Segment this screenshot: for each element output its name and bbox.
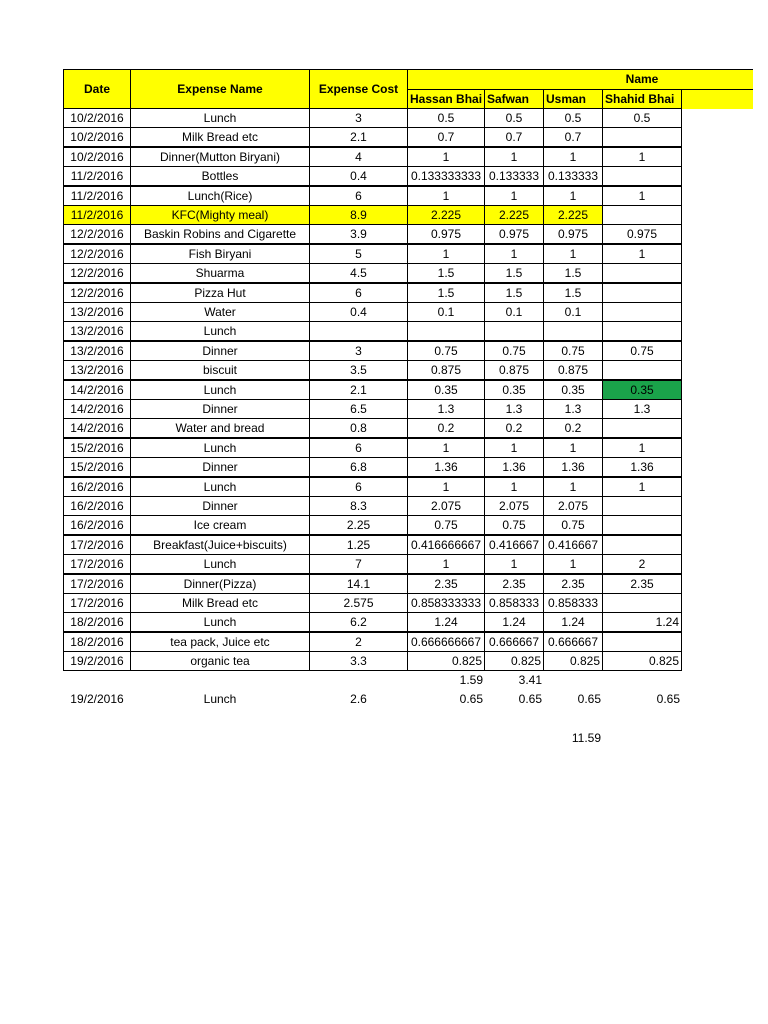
cell-shahid[interactable]: [602, 283, 682, 303]
subtotal-hassan[interactable]: 1.59: [459, 673, 483, 687]
cell-shahid[interactable]: [602, 127, 682, 147]
cell-expense-cost[interactable]: 7: [309, 554, 408, 574]
cell-expense-name[interactable]: Fish Biryani: [130, 244, 310, 264]
cell-safwan[interactable]: 1: [484, 554, 544, 574]
cell-expense-name[interactable]: Lunch: [130, 321, 310, 341]
cell-hassan[interactable]: 0.75: [407, 515, 485, 535]
cell-date[interactable]: 17/2/2016: [63, 593, 131, 613]
cell-expense-cost[interactable]: 3.5: [309, 360, 408, 380]
cell-hassan[interactable]: 2.075: [407, 496, 485, 516]
extra-hassan[interactable]: 0.65: [459, 692, 483, 706]
extra-expense-cost[interactable]: 2.6: [350, 692, 367, 706]
cell-expense-cost[interactable]: [309, 321, 408, 341]
cell-safwan[interactable]: 0.1: [484, 302, 544, 322]
cell-date[interactable]: 17/2/2016: [63, 574, 131, 594]
cell-usman[interactable]: 2.225: [543, 205, 603, 225]
cell-expense-cost[interactable]: 6: [309, 186, 408, 206]
cell-hassan[interactable]: 0.35: [407, 380, 485, 400]
cell-expense-cost[interactable]: 3: [309, 108, 408, 128]
cell-expense-cost[interactable]: 6.2: [309, 612, 408, 632]
cell-safwan[interactable]: 2.225: [484, 205, 544, 225]
cell-expense-name[interactable]: Ice cream: [130, 515, 310, 535]
cell-safwan[interactable]: 1.5: [484, 283, 544, 303]
cell-safwan[interactable]: 0.2: [484, 418, 544, 438]
cell-date[interactable]: 10/2/2016: [63, 147, 131, 167]
cell-usman[interactable]: 0.75: [543, 515, 603, 535]
cell-hassan[interactable]: 0.666666667: [407, 632, 485, 652]
cell-hassan[interactable]: 0.1: [407, 302, 485, 322]
cell-safwan[interactable]: [484, 321, 544, 341]
cell-safwan[interactable]: 0.416667: [484, 535, 544, 555]
cell-shahid[interactable]: 2.35: [602, 574, 682, 594]
cell-shahid[interactable]: 0.75: [602, 341, 682, 361]
cell-expense-name[interactable]: Dinner(Mutton Biryani): [130, 147, 310, 167]
cell-usman[interactable]: 1: [543, 186, 603, 206]
cell-expense-cost[interactable]: 6: [309, 438, 408, 458]
cell-hassan[interactable]: 0.858333333: [407, 593, 485, 613]
cell-shahid[interactable]: [602, 263, 682, 283]
cell-usman[interactable]: 0.875: [543, 360, 603, 380]
extra-expense-name[interactable]: Lunch: [203, 692, 237, 706]
cell-usman[interactable]: 0.858333: [543, 593, 603, 613]
header-name[interactable]: Name: [625, 72, 659, 86]
header-expense-name[interactable]: Expense Name: [130, 69, 310, 109]
cell-hassan[interactable]: 1.5: [407, 263, 485, 283]
cell-date[interactable]: 12/2/2016: [63, 283, 131, 303]
cell-safwan[interactable]: 1: [484, 186, 544, 206]
cell-safwan[interactable]: 2.35: [484, 574, 544, 594]
cell-safwan[interactable]: 1: [484, 147, 544, 167]
cell-expense-cost[interactable]: 2.1: [309, 380, 408, 400]
cell-usman[interactable]: 0.75: [543, 341, 603, 361]
cell-shahid[interactable]: 0.35: [602, 380, 682, 400]
cell-hassan[interactable]: 1: [407, 244, 485, 264]
cell-usman[interactable]: 1.5: [543, 283, 603, 303]
cell-shahid[interactable]: [602, 496, 682, 516]
cell-shahid[interactable]: [602, 166, 682, 186]
cell-hassan[interactable]: 2.35: [407, 574, 485, 594]
cell-safwan[interactable]: 0.825: [484, 651, 544, 671]
cell-safwan[interactable]: 1: [484, 244, 544, 264]
cell-date[interactable]: 14/2/2016: [63, 380, 131, 400]
cell-shahid[interactable]: [602, 535, 682, 555]
cell-shahid[interactable]: 1.24: [602, 612, 682, 632]
cell-expense-cost[interactable]: 0.4: [309, 166, 408, 186]
cell-date[interactable]: 12/2/2016: [63, 244, 131, 264]
cell-safwan[interactable]: 1.5: [484, 263, 544, 283]
cell-safwan[interactable]: 0.133333: [484, 166, 544, 186]
cell-expense-name[interactable]: Dinner(Pizza): [130, 574, 310, 594]
cell-hassan[interactable]: 0.133333333: [407, 166, 485, 186]
cell-expense-name[interactable]: KFC(Mighty meal): [130, 205, 310, 225]
cell-usman[interactable]: 1.36: [543, 457, 603, 477]
header-shahid[interactable]: Shahid Bhai: [602, 89, 682, 109]
cell-date[interactable]: 16/2/2016: [63, 496, 131, 516]
cell-expense-name[interactable]: Water: [130, 302, 310, 322]
extra-shahid[interactable]: 0.65: [656, 692, 680, 706]
cell-safwan[interactable]: 0.75: [484, 341, 544, 361]
cell-usman[interactable]: 0.1: [543, 302, 603, 322]
cell-shahid[interactable]: 1: [602, 244, 682, 264]
cell-date[interactable]: 14/2/2016: [63, 418, 131, 438]
cell-safwan[interactable]: 0.975: [484, 224, 544, 244]
cell-date[interactable]: 12/2/2016: [63, 263, 131, 283]
cell-date[interactable]: 12/2/2016: [63, 224, 131, 244]
cell-usman[interactable]: 1: [543, 477, 603, 497]
cell-hassan[interactable]: 1.5: [407, 283, 485, 303]
cell-expense-cost[interactable]: 1.25: [309, 535, 408, 555]
cell-usman[interactable]: 1: [543, 147, 603, 167]
cell-shahid[interactable]: [602, 418, 682, 438]
cell-hassan[interactable]: 1: [407, 438, 485, 458]
cell-hassan[interactable]: 1.36: [407, 457, 485, 477]
subtotal-safwan[interactable]: 3.41: [518, 673, 542, 687]
cell-usman[interactable]: 1.3: [543, 399, 603, 419]
cell-date[interactable]: 15/2/2016: [63, 438, 131, 458]
cell-safwan[interactable]: 0.858333: [484, 593, 544, 613]
cell-shahid[interactable]: [602, 360, 682, 380]
cell-expense-cost[interactable]: 2.1: [309, 127, 408, 147]
cell-usman[interactable]: 0.7: [543, 127, 603, 147]
cell-date[interactable]: 11/2/2016: [63, 186, 131, 206]
cell-usman[interactable]: 2.35: [543, 574, 603, 594]
cell-date[interactable]: 15/2/2016: [63, 457, 131, 477]
cell-usman[interactable]: 0.825: [543, 651, 603, 671]
cell-date[interactable]: 10/2/2016: [63, 108, 131, 128]
header-name-band: [407, 69, 753, 90]
cell-usman[interactable]: 1.24: [543, 612, 603, 632]
cell-hassan[interactable]: 0.975: [407, 224, 485, 244]
cell-safwan[interactable]: 0.5: [484, 108, 544, 128]
cell-expense-name[interactable]: Lunch: [130, 438, 310, 458]
cell-safwan[interactable]: 0.75: [484, 515, 544, 535]
cell-expense-name[interactable]: Bottles: [130, 166, 310, 186]
cell-shahid[interactable]: [602, 515, 682, 535]
cell-usman[interactable]: 0.35: [543, 380, 603, 400]
cell-usman[interactable]: 1.5: [543, 263, 603, 283]
cell-safwan[interactable]: 1: [484, 438, 544, 458]
cell-safwan[interactable]: 0.7: [484, 127, 544, 147]
cell-safwan[interactable]: 0.35: [484, 380, 544, 400]
extra-safwan[interactable]: 0.65: [518, 692, 542, 706]
cell-safwan[interactable]: 0.666667: [484, 632, 544, 652]
cell-expense-name[interactable]: Dinner: [130, 399, 310, 419]
cell-date[interactable]: 11/2/2016: [63, 166, 131, 186]
cell-expense-cost[interactable]: 3.9: [309, 224, 408, 244]
cell-expense-cost[interactable]: 8.3: [309, 496, 408, 516]
cell-expense-cost[interactable]: 6.8: [309, 457, 408, 477]
cell-expense-name[interactable]: Dinner: [130, 457, 310, 477]
cell-expense-name[interactable]: tea pack, Juice etc: [130, 632, 310, 652]
cell-hassan[interactable]: 0.7: [407, 127, 485, 147]
cell-date[interactable]: 10/2/2016: [63, 127, 131, 147]
cell-shahid[interactable]: [602, 321, 682, 341]
header-usman[interactable]: Usman: [543, 89, 603, 109]
cell-hassan[interactable]: 1: [407, 186, 485, 206]
cell-date[interactable]: 13/2/2016: [63, 341, 131, 361]
cell-usman[interactable]: 0.666667: [543, 632, 603, 652]
cell-usman[interactable]: 1: [543, 438, 603, 458]
cell-usman[interactable]: 0.2: [543, 418, 603, 438]
cell-expense-cost[interactable]: 2.25: [309, 515, 408, 535]
cell-shahid[interactable]: [602, 205, 682, 225]
cell-expense-name[interactable]: Dinner: [130, 496, 310, 516]
cell-usman[interactable]: 0.416667: [543, 535, 603, 555]
cell-expense-name[interactable]: organic tea: [130, 651, 310, 671]
header-expense-cost[interactable]: Expense Cost: [309, 69, 408, 109]
cell-expense-name[interactable]: Milk Bread etc: [130, 127, 310, 147]
cell-safwan[interactable]: 1.24: [484, 612, 544, 632]
cell-hassan[interactable]: 1.3: [407, 399, 485, 419]
cell-shahid[interactable]: 0.5: [602, 108, 682, 128]
cell-expense-name[interactable]: Water and bread: [130, 418, 310, 438]
cell-usman[interactable]: 1: [543, 244, 603, 264]
cell-usman[interactable]: 0.975: [543, 224, 603, 244]
cell-date[interactable]: 18/2/2016: [63, 612, 131, 632]
cell-date[interactable]: 11/2/2016: [63, 205, 131, 225]
cell-expense-name[interactable]: Baskin Robins and Cigarette: [130, 224, 310, 244]
cell-hassan[interactable]: 1: [407, 554, 485, 574]
header-date[interactable]: Date: [63, 69, 131, 109]
cell-date[interactable]: 14/2/2016: [63, 399, 131, 419]
cell-hassan[interactable]: 1.24: [407, 612, 485, 632]
cell-date[interactable]: 13/2/2016: [63, 302, 131, 322]
cell-expense-name[interactable]: Lunch: [130, 477, 310, 497]
grand-total[interactable]: 11.59: [571, 731, 601, 745]
cell-expense-name[interactable]: biscuit: [130, 360, 310, 380]
cell-hassan[interactable]: 0.875: [407, 360, 485, 380]
cell-expense-cost[interactable]: 3.3: [309, 651, 408, 671]
cell-hassan[interactable]: 1: [407, 147, 485, 167]
cell-expense-cost[interactable]: 4.5: [309, 263, 408, 283]
cell-safwan[interactable]: 1: [484, 477, 544, 497]
cell-shahid[interactable]: 2: [602, 554, 682, 574]
cell-date[interactable]: 19/2/2016: [63, 651, 131, 671]
cell-safwan[interactable]: 0.875: [484, 360, 544, 380]
cell-shahid[interactable]: 1: [602, 147, 682, 167]
cell-date[interactable]: 18/2/2016: [63, 632, 131, 652]
header-safwan[interactable]: Safwan: [484, 89, 544, 109]
cell-shahid[interactable]: 1.36: [602, 457, 682, 477]
cell-expense-cost[interactable]: 2: [309, 632, 408, 652]
cell-shahid[interactable]: 1: [602, 186, 682, 206]
cell-date[interactable]: 16/2/2016: [63, 515, 131, 535]
cell-hassan[interactable]: 0.825: [407, 651, 485, 671]
cell-safwan[interactable]: 2.075: [484, 496, 544, 516]
cell-expense-cost[interactable]: 5: [309, 244, 408, 264]
cell-shahid[interactable]: [602, 593, 682, 613]
cell-expense-name[interactable]: Lunch(Rice): [130, 186, 310, 206]
cell-safwan[interactable]: 1.36: [484, 457, 544, 477]
cell-hassan[interactable]: 0.75: [407, 341, 485, 361]
cell-date[interactable]: 17/2/2016: [63, 535, 131, 555]
cell-expense-cost[interactable]: 6: [309, 477, 408, 497]
cell-hassan[interactable]: 1: [407, 477, 485, 497]
cell-date[interactable]: 16/2/2016: [63, 477, 131, 497]
cell-shahid[interactable]: [602, 302, 682, 322]
cell-usman[interactable]: [543, 321, 603, 341]
cell-expense-cost[interactable]: 0.4: [309, 302, 408, 322]
cell-hassan[interactable]: [407, 321, 485, 341]
cell-expense-name[interactable]: Lunch: [130, 380, 310, 400]
cell-shahid[interactable]: 1.3: [602, 399, 682, 419]
cell-shahid[interactable]: 1: [602, 477, 682, 497]
cell-hassan[interactable]: 2.225: [407, 205, 485, 225]
cell-expense-cost[interactable]: 6.5: [309, 399, 408, 419]
cell-expense-cost[interactable]: 14.1: [309, 574, 408, 594]
cell-safwan[interactable]: 1.3: [484, 399, 544, 419]
cell-shahid[interactable]: 0.975: [602, 224, 682, 244]
cell-hassan[interactable]: 0.2: [407, 418, 485, 438]
cell-hassan[interactable]: 0.416666667: [407, 535, 485, 555]
cell-shahid[interactable]: [602, 632, 682, 652]
cell-date[interactable]: 13/2/2016: [63, 321, 131, 341]
cell-expense-cost[interactable]: 0.8: [309, 418, 408, 438]
cell-date[interactable]: 17/2/2016: [63, 554, 131, 574]
cell-expense-name[interactable]: Breakfast(Juice+biscuits): [130, 535, 310, 555]
cell-expense-name[interactable]: Shuarma: [130, 263, 310, 283]
cell-expense-cost[interactable]: 3: [309, 341, 408, 361]
cell-usman[interactable]: 1: [543, 554, 603, 574]
cell-expense-cost[interactable]: 8.9: [309, 205, 408, 225]
cell-expense-cost[interactable]: 6: [309, 283, 408, 303]
cell-expense-name[interactable]: Lunch: [130, 108, 310, 128]
cell-usman[interactable]: 0.5: [543, 108, 603, 128]
extra-date[interactable]: 19/2/2016: [70, 692, 124, 706]
cell-date[interactable]: 13/2/2016: [63, 360, 131, 380]
cell-usman[interactable]: 2.075: [543, 496, 603, 516]
cell-hassan[interactable]: 0.5: [407, 108, 485, 128]
cell-usman[interactable]: 0.133333: [543, 166, 603, 186]
cell-expense-cost[interactable]: 4: [309, 147, 408, 167]
cell-shahid[interactable]: 1: [602, 438, 682, 458]
cell-expense-name[interactable]: Milk Bread etc: [130, 593, 310, 613]
cell-expense-name[interactable]: Dinner: [130, 341, 310, 361]
cell-shahid[interactable]: 0.825: [602, 651, 682, 671]
cell-expense-name[interactable]: Pizza Hut: [130, 283, 310, 303]
cell-expense-name[interactable]: Lunch: [130, 612, 310, 632]
cell-expense-cost[interactable]: 2.575: [309, 593, 408, 613]
cell-expense-name[interactable]: Lunch: [130, 554, 310, 574]
extra-usman[interactable]: 0.65: [577, 692, 601, 706]
header-hassan[interactable]: Hassan Bhai: [407, 89, 485, 109]
